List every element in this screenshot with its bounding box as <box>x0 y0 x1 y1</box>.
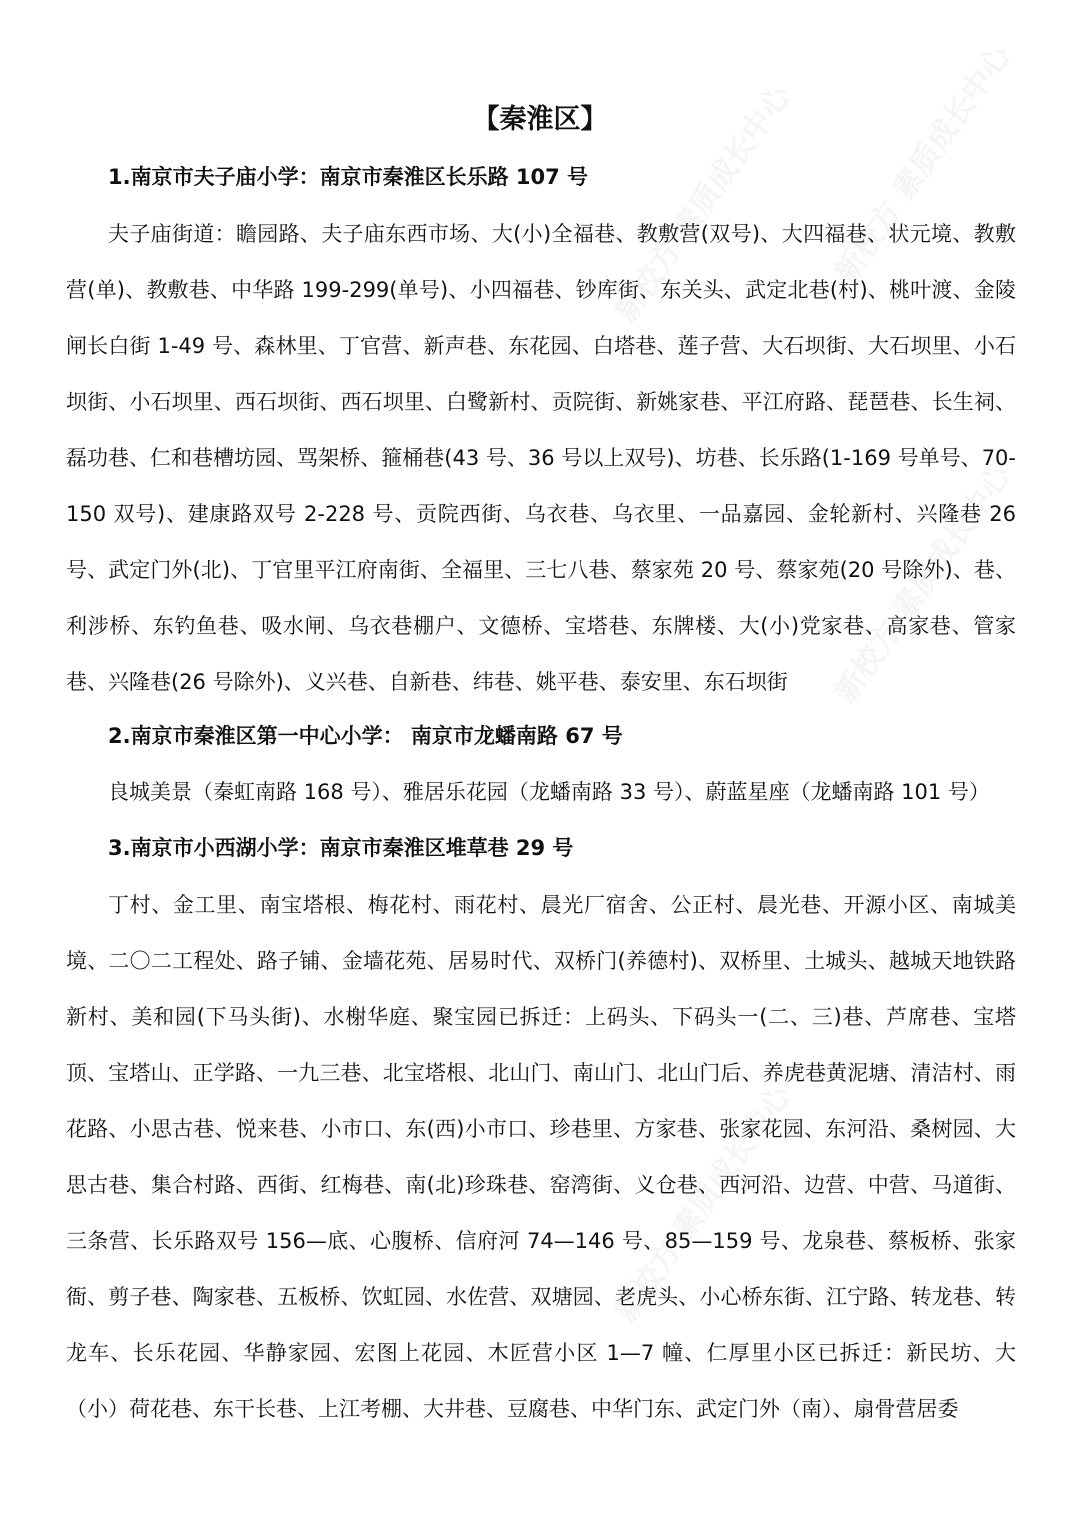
school-heading: 3.南京市小西湖小学：南京市秦淮区堆草巷 29 号 <box>108 836 574 860</box>
school-district-content: 丁村、金工里、南宝塔根、梅花村、雨花村、晨光厂宿舍、公正村、晨光巷、开源小区、南城美境、二〇二工程处、路子铺、金墙花苑、居易时代、双桥门(养德村)、双桥里、土城头、越城天地铁路新村、美和园(下马头街)、水榭华庭、聚宝园已拆迁：上码头、下码头一(二、三)巷、芦席巷、宝塔顶、宝塔山、正学路、一九三巷、北宝塔根、北山门、南山门、北山门后、养虎巷黄泥塘、清洁村、雨花路、小思古巷、悦来巷、小市口、东(西)小市口、珍巷里、方家巷、张家花园、东河沿、桑树园、大思古巷、集合村路、西街、红梅巷、南(北)珍珠巷、窑湾街、义仓巷、西河沿、边营、中营、马道街、三条营、长乐路双号 156—底、心腹桥、信府河 74—146 号、85—159 号、龙泉巷、蔡板桥、张家衙、剪子巷、陶家巷、五板桥、饮虹园、水佐营、双塘园、老虎头、小心桥东街、江宁路、转龙巷、转龙车、长乐花园、华静家园、宏图上花园、木匠营小区 1—7 幢、仁厚里小区已拆迁：新民坊、大（小）荷花巷、东干长巷、上江考棚、大井巷、豆腐巷、中华门东、武定门外（南）、扇骨营居委 <box>66 893 1016 1421</box>
school-heading: 2.南京市秦淮区第一中心小学： 南京市龙蟠南路 67 号 <box>108 724 623 748</box>
watermark: 新校方 素质成长中心 <box>608 1079 798 1329</box>
watermark: 新校方 素质成长中心 <box>828 459 1018 709</box>
page-title: 【秦淮区】 <box>472 104 608 135</box>
watermark: 新校方 素质成长中心 <box>608 79 798 329</box>
watermark: 新校方 素质成长中心 <box>828 39 1018 289</box>
school-district-content: 良城美景（秦虹南路 168 号）、雅居乐花园（龙蟠南路 33 号）、蔚蓝星座（龙蟠南路 101 号） <box>108 780 990 804</box>
school-heading: 1.南京市夫子庙小学：南京市秦淮区长乐路 107 号 <box>108 165 589 189</box>
school-district-content: 夫子庙街道：瞻园路、夫子庙东西市场、大(小)全福巷、教敷营(双号)、大四福巷、状元境、教敷营(单)、教敷巷、中华路 199-299(单号)、小四福巷、钞库街、东关头、武定北巷(村)、桃叶渡、金陵闸长白街 1-49 号、森林里、丁官营、新声巷、东花园、白塔巷、莲子营、大石坝街、大石坝里、小石坝街、小石坝里、西石坝街、西石坝里、白鹭新村、贡院街、新姚家巷、平江府路、琵琶巷、长生祠、磊功巷、仁和巷槽坊园、骂架桥、箍桶巷(43 号、36 号以上双号)、坊巷、长乐路(1-169 号单号、70-150 双号)、建康路双号 2-228 号、贡院西街、乌衣巷、乌衣里、一品嘉园、金轮新村、兴隆巷 26 号、武定门外(北)、丁官里平江府南街、全福里、三七八巷、蔡家苑 20 号、蔡家苑(20 号除外)、巷、利涉桥、东钓鱼巷、吸水闸、乌衣巷棚户、文德桥、宝塔巷、东牌楼、大(小)党家巷、高家巷、管家巷、兴隆巷(26 号除外)、义兴巷、自新巷、纬巷、姚平巷、泰安里、东石坝街 <box>66 222 1016 694</box>
